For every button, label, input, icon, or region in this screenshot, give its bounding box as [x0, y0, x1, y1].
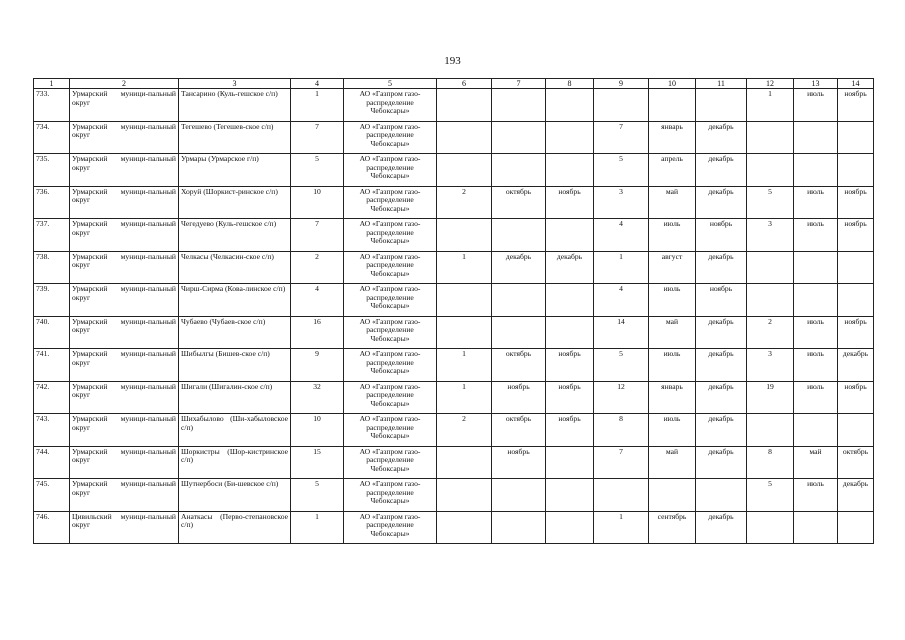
municipality-cell: Урмарский муници-пальный округ: [70, 414, 179, 447]
col7-cell: [492, 219, 546, 252]
table-row: [34, 446, 874, 479]
row-number: 743.: [34, 414, 70, 447]
col11-cell: декабрь: [696, 349, 747, 382]
column-header: 14: [838, 79, 874, 89]
organization-cell: АО «Газпром газо-распределение Чебоксары»: [344, 479, 437, 512]
settlement-cell: Шибылгы (Бишев-ское с/п): [179, 349, 291, 382]
count-cell: 5: [291, 479, 344, 512]
col14-cell: [838, 251, 874, 284]
row-number: 746.: [34, 511, 70, 544]
col7-cell: [492, 284, 546, 317]
column-header: 1: [34, 79, 70, 89]
col8-cell: [546, 316, 594, 349]
row-number: 744.: [34, 446, 70, 479]
organization-cell: АО «Газпром газо-распределение Чебоксары»: [344, 219, 437, 252]
page-number: 193: [444, 55, 461, 67]
municipality-cell: Урмарский муници-пальный округ: [70, 186, 179, 219]
col6-cell: 2: [437, 186, 492, 219]
count-cell: 10: [291, 186, 344, 219]
settlement-cell: Шихабылово (Ши-хабыловское с/п): [179, 414, 291, 447]
col10-cell: июль: [649, 349, 696, 382]
municipality-cell: Урмарский муници-пальный округ: [70, 381, 179, 414]
col6-cell: [437, 121, 492, 154]
table-row: [34, 219, 874, 252]
col8-cell: ноябрь: [546, 186, 594, 219]
organization-cell: АО «Газпром газо-распределение Чебоксары»: [344, 121, 437, 154]
col7-cell: [492, 121, 546, 154]
count-cell: 7: [291, 121, 344, 154]
col8-cell: [546, 121, 594, 154]
municipality-cell: Урмарский муници-пальный округ: [70, 219, 179, 252]
col10-cell: июль: [649, 284, 696, 317]
col8-cell: [546, 479, 594, 512]
municipality-cell: Урмарский муници-пальный округ: [70, 154, 179, 187]
col7-cell: декабрь: [492, 251, 546, 284]
col7-cell: [492, 154, 546, 187]
table-row: [34, 479, 874, 512]
municipality-cell: Цивильский муници-пальный округ: [70, 511, 179, 544]
municipality-cell: Урмарский муници-пальный округ: [70, 251, 179, 284]
organization-cell: АО «Газпром газо-распределение Чебоксары»: [344, 316, 437, 349]
organization-cell: АО «Газпром газо-распределение Чебоксары»: [344, 381, 437, 414]
column-header: 6: [437, 79, 492, 89]
col10-cell: январь: [649, 381, 696, 414]
column-header: 8: [546, 79, 594, 89]
table-row: [34, 349, 874, 382]
col8-cell: декабрь: [546, 251, 594, 284]
settlement-cell: Челкасы (Челкасин-ское с/п): [179, 251, 291, 284]
col14-cell: ноябрь: [838, 316, 874, 349]
municipality-cell: Урмарский муници-пальный округ: [70, 316, 179, 349]
col9-cell: 1: [594, 511, 649, 544]
count-cell: 1: [291, 511, 344, 544]
row-number: 734.: [34, 121, 70, 154]
col7-cell: [492, 89, 546, 122]
col9-cell: 7: [594, 446, 649, 479]
col6-cell: [437, 316, 492, 349]
col7-cell: ноябрь: [492, 446, 546, 479]
col6-cell: 1: [437, 251, 492, 284]
col8-cell: ноябрь: [546, 414, 594, 447]
row-number: 736.: [34, 186, 70, 219]
organization-cell: АО «Газпром газо-распределение Чебоксары»: [344, 349, 437, 382]
col8-cell: [546, 446, 594, 479]
col13-cell: июль: [794, 186, 838, 219]
settlement-cell: Тансарино (Куль-гешское с/п): [179, 89, 291, 122]
settlement-cell: Шигали (Шигалин-ское с/п): [179, 381, 291, 414]
column-header: 2: [70, 79, 179, 89]
col12-cell: 1: [747, 89, 794, 122]
col11-cell: [696, 89, 747, 122]
col13-cell: [794, 414, 838, 447]
col10-cell: [649, 89, 696, 122]
count-cell: 16: [291, 316, 344, 349]
table-row: [34, 316, 874, 349]
organization-cell: АО «Газпром газо-распределение Чебоксары»: [344, 414, 437, 447]
col9-cell: 8: [594, 414, 649, 447]
col6-cell: [437, 219, 492, 252]
column-header: 10: [649, 79, 696, 89]
col6-cell: [437, 284, 492, 317]
col12-cell: [747, 511, 794, 544]
col6-cell: 1: [437, 349, 492, 382]
col14-cell: [838, 284, 874, 317]
col7-cell: октябрь: [492, 186, 546, 219]
col13-cell: [794, 121, 838, 154]
col11-cell: декабрь: [696, 154, 747, 187]
col10-cell: [649, 479, 696, 512]
col13-cell: май: [794, 446, 838, 479]
col8-cell: [546, 219, 594, 252]
col9-cell: 7: [594, 121, 649, 154]
col7-cell: ноябрь: [492, 381, 546, 414]
col13-cell: [794, 511, 838, 544]
col13-cell: июль: [794, 349, 838, 382]
col6-cell: 1: [437, 381, 492, 414]
col14-cell: октябрь: [838, 446, 874, 479]
col12-cell: [747, 414, 794, 447]
settlement-cell: Тегешево (Тегешев-ское с/п): [179, 121, 291, 154]
col9-cell: 1: [594, 251, 649, 284]
col14-cell: [838, 121, 874, 154]
municipality-cell: Урмарский муници-пальный округ: [70, 284, 179, 317]
col13-cell: [794, 284, 838, 317]
col10-cell: май: [649, 186, 696, 219]
data-table: [33, 78, 874, 544]
col11-cell: декабрь: [696, 414, 747, 447]
row-number: 733.: [34, 89, 70, 122]
col14-cell: декабрь: [838, 479, 874, 512]
col6-cell: [437, 479, 492, 512]
col12-cell: 8: [747, 446, 794, 479]
col12-cell: 5: [747, 479, 794, 512]
col14-cell: ноябрь: [838, 89, 874, 122]
row-number: 739.: [34, 284, 70, 317]
column-number-row: [34, 79, 874, 89]
organization-cell: АО «Газпром газо-распределение Чебоксары»: [344, 89, 437, 122]
count-cell: 1: [291, 89, 344, 122]
col12-cell: 19: [747, 381, 794, 414]
table-row: [34, 121, 874, 154]
row-number: 740.: [34, 316, 70, 349]
row-number: 735.: [34, 154, 70, 187]
table-row: [34, 414, 874, 447]
col14-cell: декабрь: [838, 349, 874, 382]
col14-cell: ноябрь: [838, 186, 874, 219]
col14-cell: [838, 511, 874, 544]
col8-cell: ноябрь: [546, 381, 594, 414]
count-cell: 7: [291, 219, 344, 252]
col12-cell: 3: [747, 219, 794, 252]
col9-cell: 5: [594, 154, 649, 187]
col9-cell: 5: [594, 349, 649, 382]
organization-cell: АО «Газпром газо-распределение Чебоксары»: [344, 251, 437, 284]
table-row: [34, 89, 874, 122]
col7-cell: [492, 479, 546, 512]
col12-cell: 3: [747, 349, 794, 382]
municipality-cell: Урмарский муници-пальный округ: [70, 121, 179, 154]
col13-cell: июль: [794, 89, 838, 122]
row-number: 745.: [34, 479, 70, 512]
col8-cell: [546, 89, 594, 122]
col12-cell: [747, 284, 794, 317]
column-header: 5: [344, 79, 437, 89]
table-row: [34, 154, 874, 187]
col6-cell: [437, 89, 492, 122]
col10-cell: апрель: [649, 154, 696, 187]
column-header: 11: [696, 79, 747, 89]
table-row: [34, 251, 874, 284]
col10-cell: май: [649, 446, 696, 479]
col8-cell: ноябрь: [546, 349, 594, 382]
col8-cell: [546, 511, 594, 544]
count-cell: 4: [291, 284, 344, 317]
col13-cell: июль: [794, 479, 838, 512]
col11-cell: декабрь: [696, 186, 747, 219]
col13-cell: июль: [794, 316, 838, 349]
row-number: 737.: [34, 219, 70, 252]
col11-cell: декабрь: [696, 381, 747, 414]
col11-cell: декабрь: [696, 316, 747, 349]
row-number: 742.: [34, 381, 70, 414]
organization-cell: АО «Газпром газо-распределение Чебоксары»: [344, 511, 437, 544]
col11-cell: декабрь: [696, 446, 747, 479]
settlement-cell: Шутнербоси (Би-шевское с/п): [179, 479, 291, 512]
col10-cell: июль: [649, 414, 696, 447]
column-header: 13: [794, 79, 838, 89]
table-row: [34, 186, 874, 219]
count-cell: 5: [291, 154, 344, 187]
count-cell: 32: [291, 381, 344, 414]
col9-cell: 4: [594, 219, 649, 252]
col12-cell: 2: [747, 316, 794, 349]
count-cell: 2: [291, 251, 344, 284]
count-cell: 10: [291, 414, 344, 447]
settlement-cell: Чубаево (Чубаев-ское с/п): [179, 316, 291, 349]
col11-cell: [696, 479, 747, 512]
municipality-cell: Урмарский муници-пальный округ: [70, 446, 179, 479]
col7-cell: [492, 511, 546, 544]
col7-cell: октябрь: [492, 349, 546, 382]
count-cell: 15: [291, 446, 344, 479]
column-header: 4: [291, 79, 344, 89]
col6-cell: [437, 154, 492, 187]
column-header: 3: [179, 79, 291, 89]
col11-cell: декабрь: [696, 511, 747, 544]
col8-cell: [546, 154, 594, 187]
organization-cell: АО «Газпром газо-распределение Чебоксары»: [344, 284, 437, 317]
settlement-cell: Анаткасы (Перво-степановское с/п): [179, 511, 291, 544]
col6-cell: [437, 446, 492, 479]
col12-cell: [747, 121, 794, 154]
settlement-cell: Хоруй (Шоркист-ринское с/п): [179, 186, 291, 219]
table-row: [34, 511, 874, 544]
col9-cell: [594, 479, 649, 512]
col11-cell: ноябрь: [696, 219, 747, 252]
col11-cell: декабрь: [696, 251, 747, 284]
col8-cell: [546, 284, 594, 317]
column-header: 9: [594, 79, 649, 89]
col11-cell: декабрь: [696, 121, 747, 154]
col9-cell: 3: [594, 186, 649, 219]
municipality-cell: Урмарский муници-пальный округ: [70, 89, 179, 122]
organization-cell: АО «Газпром газо-распределение Чебоксары»: [344, 446, 437, 479]
col10-cell: сентябрь: [649, 511, 696, 544]
col6-cell: 2: [437, 414, 492, 447]
col13-cell: июль: [794, 381, 838, 414]
col12-cell: [747, 251, 794, 284]
column-header: 12: [747, 79, 794, 89]
col14-cell: [838, 154, 874, 187]
column-header: 7: [492, 79, 546, 89]
settlement-cell: Чегедуево (Куль-гешское с/п): [179, 219, 291, 252]
table-body: [34, 89, 874, 544]
organization-cell: АО «Газпром газо-распределение Чебоксары»: [344, 154, 437, 187]
col13-cell: июль: [794, 219, 838, 252]
col13-cell: [794, 251, 838, 284]
row-number: 738.: [34, 251, 70, 284]
col10-cell: август: [649, 251, 696, 284]
col14-cell: [838, 414, 874, 447]
col14-cell: ноябрь: [838, 219, 874, 252]
col9-cell: 14: [594, 316, 649, 349]
col12-cell: 5: [747, 186, 794, 219]
col11-cell: ноябрь: [696, 284, 747, 317]
col12-cell: [747, 154, 794, 187]
table-row: [34, 284, 874, 317]
col6-cell: [437, 511, 492, 544]
municipality-cell: Урмарский муници-пальный округ: [70, 479, 179, 512]
settlement-cell: Чирш-Сирма (Кова-линское с/п): [179, 284, 291, 317]
col9-cell: 4: [594, 284, 649, 317]
settlement-cell: Урмары (Урмарское г/п): [179, 154, 291, 187]
col10-cell: июль: [649, 219, 696, 252]
count-cell: 9: [291, 349, 344, 382]
row-number: 741.: [34, 349, 70, 382]
organization-cell: АО «Газпром газо-распределение Чебоксары»: [344, 186, 437, 219]
col10-cell: январь: [649, 121, 696, 154]
col10-cell: май: [649, 316, 696, 349]
municipality-cell: Урмарский муници-пальный округ: [70, 349, 179, 382]
col14-cell: ноябрь: [838, 381, 874, 414]
col13-cell: [794, 154, 838, 187]
table-row: [34, 381, 874, 414]
col7-cell: октябрь: [492, 414, 546, 447]
col7-cell: [492, 316, 546, 349]
col9-cell: [594, 89, 649, 122]
col9-cell: 12: [594, 381, 649, 414]
settlement-cell: Шоркистры (Шор-кистринское с/п): [179, 446, 291, 479]
